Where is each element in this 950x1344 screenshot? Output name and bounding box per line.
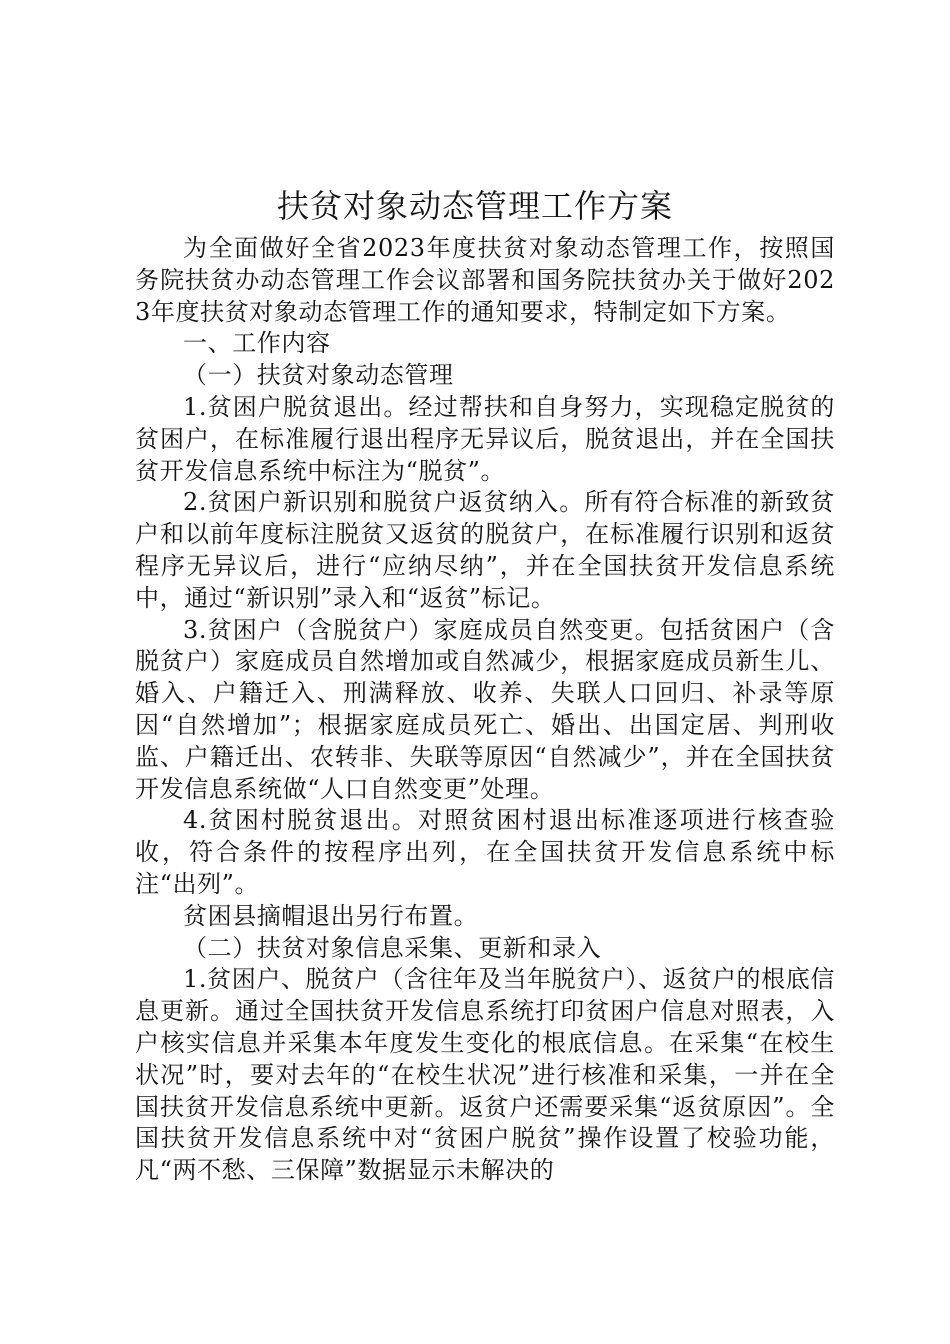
intro-paragraph: 为全面做好全省2023年度扶贫对象动态管理工作，按照国务院扶贫办动态管理工作会议部署和国务院扶贫办关于做好2023年度扶贫对象动态管理工作的通知要求，特制定如下方案。 bbox=[135, 234, 835, 326]
body-paragraph: 1.贫困户脱贫退出。经过帮扶和自身努力，实现稳定脱贫的贫困户，在标准履行退出程序无异议后，脱贫退出，并在全国扶贫开发信息系统中标注为“脱贫”。 bbox=[135, 392, 835, 485]
body-paragraph: 1.贫困户、脱贫户（含往年及当年脱贫户）、返贫户的根底信息更新。通过全国扶贫开发信息系统打印贫困户信息对照表，入户核实信息并采集本年度发生变化的根底信息。在采集“在校生状况”时，要对去年的“在校生状况”进行核准和采集，一并在全国扶贫开发信息系统中更新。返贫户还需要采集“返贫原因”。全国扶贫开发信息系统中对“贫困户脱贫”操作设置了校验功能，凡“两不愁、三保障”数据显示未解决的 bbox=[135, 965, 835, 1185]
subsection-heading: （二）扶贫对象信息采集、更新和录入 bbox=[183, 933, 602, 962]
subsection-heading: （一）扶贫对象动态管理 bbox=[183, 361, 454, 390]
document-body bbox=[135, 233, 835, 1187]
body-paragraph: 贫困县摘帽退出另行布置。 bbox=[183, 901, 479, 930]
document-title: 扶贫对象动态管理工作方案 bbox=[276, 187, 673, 225]
section-heading: 一、工作内容 bbox=[183, 329, 331, 358]
body-paragraph: 3.贫困户（含脱贫户）家庭成员自然变更。包括贫困户（含脱贫户）家庭成员自然增加或自然减少，根据家庭成员新生儿、婚入、户籍迁入、刑满释放、收养、失联人口回归、补录等原因“自然增加”；根据家庭成员死亡、婚出、出国定居、判刑收监、户籍迁出、农转非、失联等原因“自然减少”，并在全国扶贫开发信息系统做“人口自然变更”处理。 bbox=[135, 615, 835, 803]
body-paragraph: 2.贫困户新识别和脱贫户返贫纳入。所有符合标准的新致贫户和以前年度标注脱贫又返贫的脱贫户，在标准履行识别和返贫程序无异议后，进行“应纳尽纳”，并在全国扶贫开发信息系统中，通过“新识别”录入和“返贫”标记。 bbox=[135, 488, 835, 612]
body-paragraph: 4.贫困村脱贫退出。对照贫困村退出标准逐项进行核查验收，符合条件的按程序出列，在全国扶贫开发信息系统中标注“出列”。 bbox=[135, 806, 835, 898]
